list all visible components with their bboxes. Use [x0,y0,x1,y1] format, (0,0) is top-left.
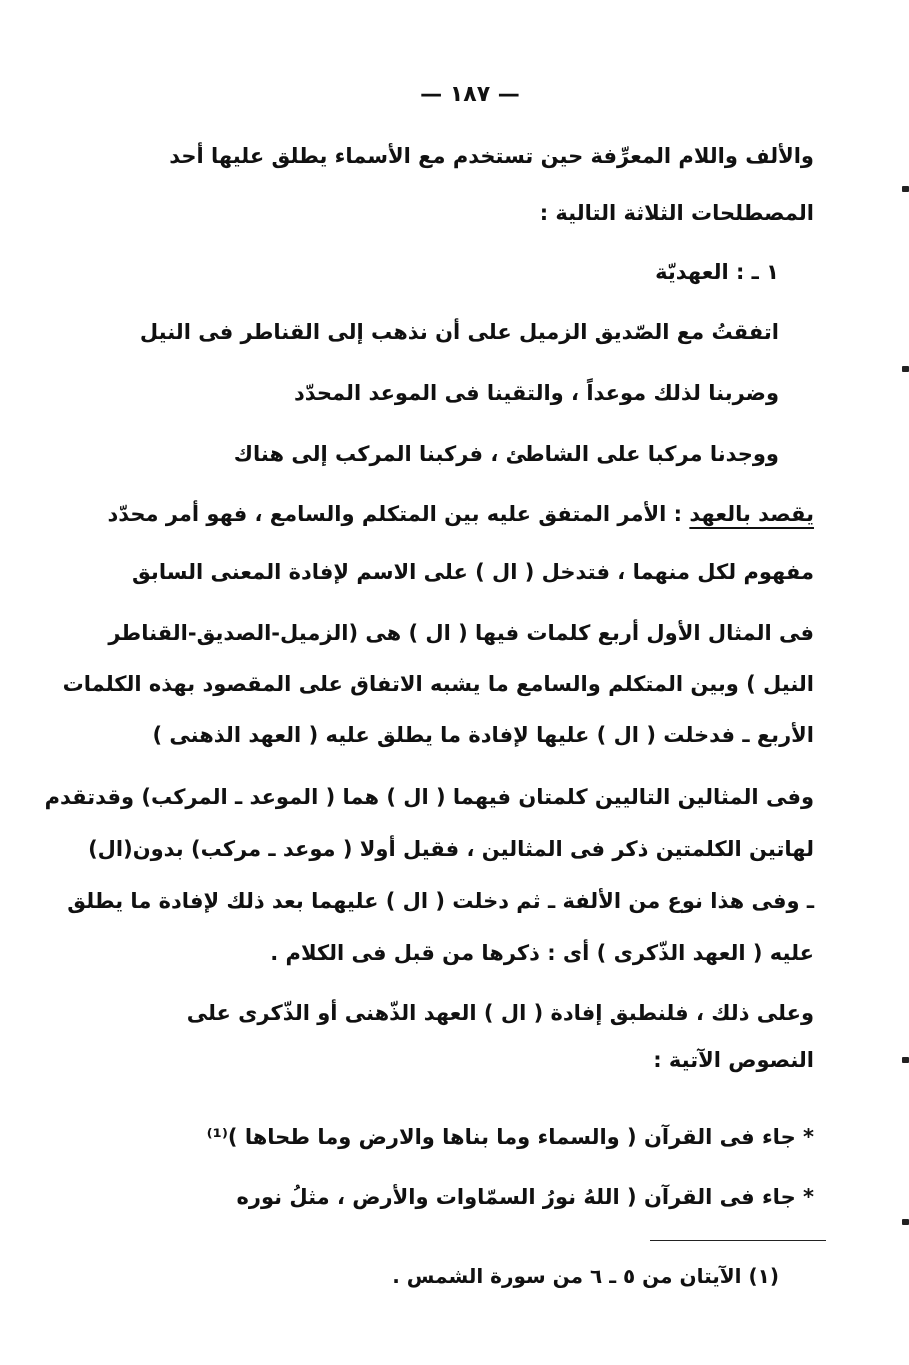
body-line-11: النيل ) وبين المتكلم والسامع ما يشبه الاتفاق على المقصود بهذه الكلمات [62,672,814,696]
body-line-14: لهاتين الكلمتين ذكر فى المثالين ، فقيل أولا ( موعد ـ مركب) بدون(ال) [88,837,814,861]
footnote-divider [650,1240,826,1241]
body-line-15: ـ وفى هذا نوع من الألفة ـ ثم دخلت ( ال ) عليهما بعد ذلك لإفادة ما يطلق [67,889,814,913]
example-line-2: وضربنا لذلك موعداً ، والتقينا فى الموعد المحدّد [293,381,779,405]
margin-mark [902,366,909,372]
definition-text: : الأمر المتفق عليه بين المتكلم والسامع ، فهو أمر محدّد [107,502,683,526]
margin-mark [902,1057,909,1063]
example-line-3: ووجدنا مركبا على الشاطئ ، فركبنا المركب إلى هناك [233,442,779,466]
body-line-13: وفى المثالين التاليين كلمتان فيهما ( ال ) هما ( الموعد ـ المركب) وقدتقدم [44,785,814,809]
body-line-9: مفهوم لكل منهما ، فتدخل ( ال ) على الاسم لإفادة المعنى السابق [132,560,814,584]
section-heading: ١ ـ : العهديّة [655,260,779,284]
definition-term: يقصد بالعهد [689,502,814,526]
body-line-1: والألف واللام المعرِّفة حين تستخدم مع الأسماء يطلق عليها أحد [169,144,814,168]
body-line-16: عليه ( العهد الذّكرى ) أى : ذكرها من قبل فى الكلام . [270,941,814,965]
quote-line-1: * جاء فى القرآن ( والسماء وما بناها والارض وما طحاها )⁽¹⁾ [206,1125,814,1149]
definition-line [107,500,814,528]
page-number: — ١٨٧ — [420,82,520,107]
body-line-10: فى المثال الأول أربع كلمات فيها ( ال ) هى (الزميل-الصديق-القناطر [108,621,814,645]
example-line-1: اتفقتُ مع الصّديق الزميل على أن نذهب إلى القناطر فى النيل [139,320,779,344]
body-line-12: الأربع ـ فدخلت ( ال ) عليها لإفادة ما يطلق عليه ( العهد الذهنى ) [152,723,814,747]
body-line-18: النصوص الآتية : [653,1048,814,1072]
body-line-17: وعلى ذلك ، فلنطبق إفادة ( ال ) العهد الذّهنى أو الذّكرى على [186,1001,814,1025]
body-line-2: المصطلحات الثلاثة التالية : [539,201,814,225]
quote-line-2: * جاء فى القرآن ( اللهُ نورُ السمّاوات والأرض ، مثلُ نوره [236,1185,814,1209]
margin-mark [902,1219,909,1225]
margin-mark [902,186,909,192]
footnote: (١) الآيتان من ٥ ـ ٦ من سورة الشمس . [392,1264,779,1288]
